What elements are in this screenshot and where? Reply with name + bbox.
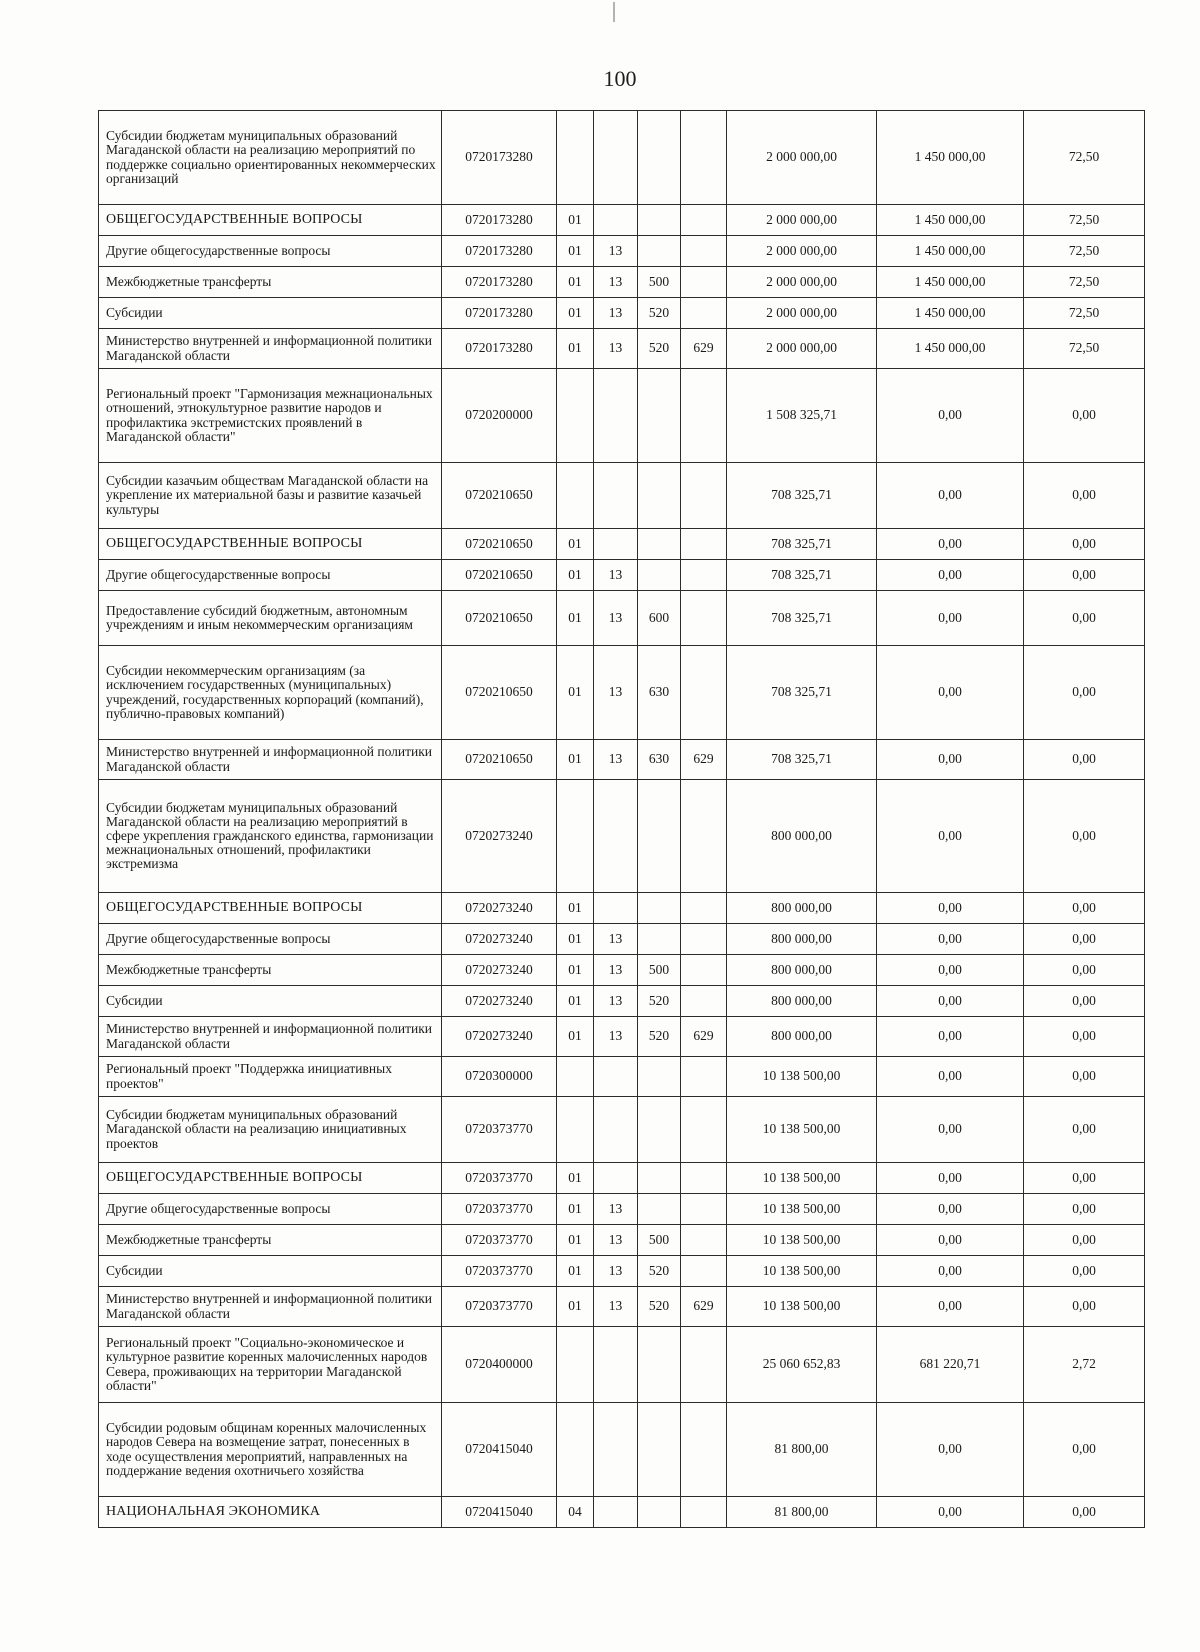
row-expense-type	[638, 369, 681, 463]
row-name: Другие общегосударственные вопросы	[99, 236, 442, 267]
row-name: ОБЩЕГОСУДАРСТВЕННЫЕ ВОПРОСЫ	[99, 893, 442, 924]
row-code: 0720273240	[442, 780, 557, 893]
row-percent: 0,00	[1024, 740, 1145, 780]
row-ministry	[681, 267, 727, 298]
row-subsection: 13	[594, 329, 638, 369]
row-expense-type: 520	[638, 1256, 681, 1287]
row-actual-amount: 0,00	[877, 1225, 1024, 1256]
row-section	[557, 463, 594, 529]
row-name: Субсидии	[99, 1256, 442, 1287]
row-name: Другие общегосударственные вопросы	[99, 1194, 442, 1225]
row-subsection: 13	[594, 1256, 638, 1287]
row-subsection: 13	[594, 1225, 638, 1256]
row-code: 0720173280	[442, 236, 557, 267]
row-section: 01	[557, 298, 594, 329]
row-planned-amount: 800 000,00	[727, 893, 877, 924]
row-expense-type	[638, 1194, 681, 1225]
row-actual-amount: 1 450 000,00	[877, 236, 1024, 267]
row-ministry	[681, 236, 727, 267]
row-section: 01	[557, 986, 594, 1017]
row-planned-amount: 708 325,71	[727, 529, 877, 560]
row-section: 01	[557, 646, 594, 740]
row-actual-amount: 0,00	[877, 893, 1024, 924]
row-ministry	[681, 529, 727, 560]
table-row	[99, 1225, 1145, 1256]
row-subsection: 13	[594, 955, 638, 986]
row-ministry	[681, 780, 727, 893]
row-planned-amount: 2 000 000,00	[727, 205, 877, 236]
row-code: 0720373770	[442, 1097, 557, 1163]
row-ministry	[681, 955, 727, 986]
row-name: Министерство внутренней и информационной политики Магаданской области	[99, 1287, 442, 1327]
row-subsection	[594, 1163, 638, 1194]
row-subsection	[594, 111, 638, 205]
row-actual-amount: 0,00	[877, 1017, 1024, 1057]
row-percent: 0,00	[1024, 955, 1145, 986]
row-expense-type	[638, 236, 681, 267]
row-expense-type	[638, 893, 681, 924]
row-ministry	[681, 591, 727, 646]
row-section	[557, 1327, 594, 1403]
row-name: Министерство внутренней и информационной политики Магаданской области	[99, 1017, 442, 1057]
table-row	[99, 1163, 1145, 1194]
row-name: Межбюджетные трансферты	[99, 1225, 442, 1256]
row-planned-amount: 81 800,00	[727, 1497, 877, 1528]
row-subsection: 13	[594, 1017, 638, 1057]
row-section: 01	[557, 329, 594, 369]
row-percent: 72,50	[1024, 267, 1145, 298]
table-row	[99, 369, 1145, 463]
row-name: Министерство внутренней и информационной политики Магаданской области	[99, 740, 442, 780]
row-section	[557, 369, 594, 463]
row-subsection: 13	[594, 1287, 638, 1327]
row-planned-amount: 10 138 500,00	[727, 1225, 877, 1256]
table-row	[99, 560, 1145, 591]
row-expense-type	[638, 463, 681, 529]
row-planned-amount: 800 000,00	[727, 780, 877, 893]
row-expense-type: 520	[638, 1017, 681, 1057]
row-subsection	[594, 369, 638, 463]
row-planned-amount: 10 138 500,00	[727, 1057, 877, 1097]
row-ministry: 629	[681, 1017, 727, 1057]
row-section: 01	[557, 560, 594, 591]
row-code: 0720173280	[442, 267, 557, 298]
row-planned-amount: 2 000 000,00	[727, 298, 877, 329]
row-name: НАЦИОНАЛЬНАЯ ЭКОНОМИКА	[99, 1497, 442, 1528]
row-planned-amount: 1 508 325,71	[727, 369, 877, 463]
row-subsection: 13	[594, 1194, 638, 1225]
row-code: 0720210650	[442, 463, 557, 529]
row-subsection: 13	[594, 267, 638, 298]
row-name: Министерство внутренней и информационной политики Магаданской области	[99, 329, 442, 369]
row-planned-amount: 2 000 000,00	[727, 267, 877, 298]
row-section: 01	[557, 267, 594, 298]
table-row	[99, 1057, 1145, 1097]
row-subsection	[594, 893, 638, 924]
row-planned-amount: 10 138 500,00	[727, 1256, 877, 1287]
row-section: 01	[557, 236, 594, 267]
row-expense-type	[638, 560, 681, 591]
row-expense-type	[638, 1163, 681, 1194]
row-percent: 72,50	[1024, 329, 1145, 369]
row-planned-amount: 25 060 652,83	[727, 1327, 877, 1403]
row-subsection	[594, 1057, 638, 1097]
table-row	[99, 924, 1145, 955]
row-actual-amount: 0,00	[877, 1497, 1024, 1528]
row-percent: 0,00	[1024, 924, 1145, 955]
table-row	[99, 529, 1145, 560]
row-name: Субсидии бюджетам муниципальных образований Магаданской области на реализацию инициативных проектов	[99, 1097, 442, 1163]
row-expense-type	[638, 780, 681, 893]
row-code: 0720273240	[442, 1017, 557, 1057]
table-row	[99, 1403, 1145, 1497]
row-expense-type: 500	[638, 267, 681, 298]
row-percent: 0,00	[1024, 591, 1145, 646]
row-expense-type	[638, 529, 681, 560]
row-subsection	[594, 205, 638, 236]
row-ministry	[681, 1403, 727, 1497]
row-ministry	[681, 298, 727, 329]
row-subsection: 13	[594, 740, 638, 780]
row-planned-amount: 81 800,00	[727, 1403, 877, 1497]
row-name: Межбюджетные трансферты	[99, 267, 442, 298]
row-code: 0720173280	[442, 205, 557, 236]
row-code: 0720415040	[442, 1497, 557, 1528]
row-subsection	[594, 1403, 638, 1497]
row-subsection: 13	[594, 646, 638, 740]
row-name: ОБЩЕГОСУДАРСТВЕННЫЕ ВОПРОСЫ	[99, 1163, 442, 1194]
row-planned-amount: 2 000 000,00	[727, 329, 877, 369]
row-expense-type	[638, 1327, 681, 1403]
row-planned-amount: 800 000,00	[727, 924, 877, 955]
table-row	[99, 298, 1145, 329]
row-section	[557, 1403, 594, 1497]
row-section: 01	[557, 591, 594, 646]
row-code: 0720210650	[442, 740, 557, 780]
row-code: 0720273240	[442, 955, 557, 986]
table-row	[99, 1097, 1145, 1163]
table-row	[99, 463, 1145, 529]
row-percent: 0,00	[1024, 893, 1145, 924]
row-name: ОБЩЕГОСУДАРСТВЕННЫЕ ВОПРОСЫ	[99, 205, 442, 236]
row-percent: 0,00	[1024, 986, 1145, 1017]
row-expense-type: 600	[638, 591, 681, 646]
table-row	[99, 780, 1145, 893]
row-section: 01	[557, 1287, 594, 1327]
row-ministry	[681, 1057, 727, 1097]
row-subsection	[594, 1497, 638, 1528]
row-subsection	[594, 1097, 638, 1163]
row-actual-amount: 0,00	[877, 463, 1024, 529]
row-percent: 0,00	[1024, 529, 1145, 560]
row-name: Субсидии	[99, 986, 442, 1017]
row-ministry	[681, 1097, 727, 1163]
row-actual-amount: 0,00	[877, 955, 1024, 986]
row-name: ОБЩЕГОСУДАРСТВЕННЫЕ ВОПРОСЫ	[99, 529, 442, 560]
row-subsection: 13	[594, 986, 638, 1017]
row-code: 0720173280	[442, 111, 557, 205]
row-actual-amount: 0,00	[877, 529, 1024, 560]
table-row	[99, 1194, 1145, 1225]
row-name: Межбюджетные трансферты	[99, 955, 442, 986]
row-percent: 0,00	[1024, 1097, 1145, 1163]
row-ministry	[681, 1327, 727, 1403]
row-expense-type	[638, 111, 681, 205]
row-code: 0720373770	[442, 1287, 557, 1327]
row-ministry: 629	[681, 1287, 727, 1327]
row-actual-amount: 0,00	[877, 780, 1024, 893]
row-expense-type: 520	[638, 298, 681, 329]
row-code: 0720210650	[442, 529, 557, 560]
row-code: 0720210650	[442, 560, 557, 591]
row-actual-amount: 0,00	[877, 591, 1024, 646]
row-section: 01	[557, 955, 594, 986]
row-expense-type	[638, 1057, 681, 1097]
row-expense-type: 630	[638, 646, 681, 740]
row-section	[557, 1097, 594, 1163]
row-expense-type	[638, 924, 681, 955]
row-ministry	[681, 893, 727, 924]
row-name: Субсидии некоммерческим организациям (за исключением государственных (муниципальных) учреждений, государственных корпораций (компаний), публично-правовых компаний)	[99, 646, 442, 740]
row-actual-amount: 0,00	[877, 1194, 1024, 1225]
table-row	[99, 1256, 1145, 1287]
row-ministry	[681, 924, 727, 955]
row-section: 01	[557, 1194, 594, 1225]
row-ministry: 629	[681, 740, 727, 780]
table-row	[99, 205, 1145, 236]
row-subsection: 13	[594, 560, 638, 591]
row-actual-amount: 0,00	[877, 1057, 1024, 1097]
row-expense-type: 520	[638, 986, 681, 1017]
row-name: Субсидии родовым общинам коренных малочисленных народов Севера на возмещение затрат, понесенных в ходе осуществления мероприятий, направленных на поддержание ведения охотничьего хозяйства	[99, 1403, 442, 1497]
table-row	[99, 740, 1145, 780]
row-name: Субсидии казачьим обществам Магаданской области на укрепление их материальной базы и развитие казачьей культуры	[99, 463, 442, 529]
row-actual-amount: 1 450 000,00	[877, 298, 1024, 329]
row-section: 01	[557, 924, 594, 955]
table-row	[99, 329, 1145, 369]
row-subsection: 13	[594, 236, 638, 267]
row-percent: 0,00	[1024, 1256, 1145, 1287]
row-expense-type	[638, 1497, 681, 1528]
row-percent: 0,00	[1024, 646, 1145, 740]
table-row	[99, 591, 1145, 646]
row-name: Субсидии бюджетам муниципальных образований Магаданской области на реализацию мероприятий по поддержке социально ориентированных некоммерческих организаций	[99, 111, 442, 205]
row-name: Предоставление субсидий бюджетным, автономным учреждениям и иным некоммерческим организациям	[99, 591, 442, 646]
row-section	[557, 1057, 594, 1097]
row-subsection	[594, 529, 638, 560]
table-row	[99, 955, 1145, 986]
row-ministry	[681, 986, 727, 1017]
row-percent: 72,50	[1024, 111, 1145, 205]
row-code: 0720273240	[442, 924, 557, 955]
row-actual-amount: 681 220,71	[877, 1327, 1024, 1403]
row-percent: 0,00	[1024, 1194, 1145, 1225]
page-number: 100	[603, 66, 637, 91]
row-ministry	[681, 1256, 727, 1287]
row-code: 0720300000	[442, 1057, 557, 1097]
row-subsection: 13	[594, 591, 638, 646]
row-percent: 0,00	[1024, 1163, 1145, 1194]
row-expense-type: 500	[638, 955, 681, 986]
row-planned-amount: 10 138 500,00	[727, 1163, 877, 1194]
table-row	[99, 1497, 1145, 1528]
row-actual-amount: 0,00	[877, 646, 1024, 740]
row-section: 01	[557, 205, 594, 236]
row-code: 0720210650	[442, 591, 557, 646]
row-code: 0720210650	[442, 646, 557, 740]
row-section: 04	[557, 1497, 594, 1528]
row-name: Региональный проект "Гармонизация межнациональных отношений, этнокультурное развитие народов и профилактика экстремистских проявлений в Магаданской области"	[99, 369, 442, 463]
table-row	[99, 1327, 1145, 1403]
row-name: Другие общегосударственные вопросы	[99, 560, 442, 591]
row-percent: 0,00	[1024, 369, 1145, 463]
row-name: Другие общегосударственные вопросы	[99, 924, 442, 955]
row-actual-amount: 0,00	[877, 1256, 1024, 1287]
row-ministry	[681, 205, 727, 236]
row-planned-amount: 800 000,00	[727, 986, 877, 1017]
row-code: 0720373770	[442, 1225, 557, 1256]
row-actual-amount: 0,00	[877, 986, 1024, 1017]
row-actual-amount: 0,00	[877, 1097, 1024, 1163]
row-expense-type	[638, 205, 681, 236]
row-section	[557, 111, 594, 205]
row-ministry	[681, 1194, 727, 1225]
row-section: 01	[557, 740, 594, 780]
row-planned-amount: 10 138 500,00	[727, 1097, 877, 1163]
row-expense-type: 520	[638, 329, 681, 369]
table-body	[99, 111, 1145, 1528]
row-section: 01	[557, 1163, 594, 1194]
row-actual-amount: 1 450 000,00	[877, 267, 1024, 298]
budget-table	[98, 110, 1145, 1528]
row-expense-type: 630	[638, 740, 681, 780]
row-name: Субсидии бюджетам муниципальных образований Магаданской области на реализацию мероприятий в сфере укрепления гражданского единства, гармонизации межнациональных отношений, профилактики экстремизма	[99, 780, 442, 893]
table-row	[99, 1287, 1145, 1327]
row-planned-amount: 10 138 500,00	[727, 1194, 877, 1225]
row-percent: 0,00	[1024, 1287, 1145, 1327]
row-ministry: 629	[681, 329, 727, 369]
row-actual-amount: 1 450 000,00	[877, 111, 1024, 205]
row-actual-amount: 1 450 000,00	[877, 329, 1024, 369]
row-subsection	[594, 1327, 638, 1403]
row-actual-amount: 0,00	[877, 1163, 1024, 1194]
row-code: 0720373770	[442, 1256, 557, 1287]
row-subsection	[594, 463, 638, 529]
row-expense-type: 520	[638, 1287, 681, 1327]
row-actual-amount: 0,00	[877, 740, 1024, 780]
row-planned-amount: 800 000,00	[727, 955, 877, 986]
row-subsection: 13	[594, 298, 638, 329]
row-section: 01	[557, 1256, 594, 1287]
table-row	[99, 893, 1145, 924]
row-actual-amount: 0,00	[877, 924, 1024, 955]
row-ministry	[681, 1497, 727, 1528]
row-planned-amount: 708 325,71	[727, 740, 877, 780]
row-actual-amount: 1 450 000,00	[877, 205, 1024, 236]
row-name: Субсидии	[99, 298, 442, 329]
row-ministry	[681, 646, 727, 740]
row-planned-amount: 2 000 000,00	[727, 111, 877, 205]
row-percent: 0,00	[1024, 1497, 1145, 1528]
row-subsection	[594, 780, 638, 893]
row-ministry	[681, 463, 727, 529]
row-ministry	[681, 1225, 727, 1256]
table-row	[99, 236, 1145, 267]
row-section	[557, 780, 594, 893]
row-percent: 72,50	[1024, 205, 1145, 236]
row-percent: 0,00	[1024, 780, 1145, 893]
table-row	[99, 646, 1145, 740]
row-planned-amount: 708 325,71	[727, 591, 877, 646]
row-planned-amount: 10 138 500,00	[727, 1287, 877, 1327]
table-row	[99, 111, 1145, 205]
row-code: 0720415040	[442, 1403, 557, 1497]
row-code: 0720273240	[442, 986, 557, 1017]
table-row	[99, 1017, 1145, 1057]
row-name: Региональный проект "Поддержка инициативных проектов"	[99, 1057, 442, 1097]
row-percent: 72,50	[1024, 298, 1145, 329]
row-expense-type	[638, 1403, 681, 1497]
table-row	[99, 267, 1145, 298]
row-percent: 72,50	[1024, 236, 1145, 267]
row-expense-type: 500	[638, 1225, 681, 1256]
row-planned-amount: 708 325,71	[727, 463, 877, 529]
row-actual-amount: 0,00	[877, 1403, 1024, 1497]
row-section: 01	[557, 1225, 594, 1256]
row-section: 01	[557, 529, 594, 560]
row-code: 0720373770	[442, 1163, 557, 1194]
row-planned-amount: 800 000,00	[727, 1017, 877, 1057]
row-code: 0720173280	[442, 329, 557, 369]
row-percent: 0,00	[1024, 1017, 1145, 1057]
row-percent: 0,00	[1024, 560, 1145, 591]
row-section: 01	[557, 893, 594, 924]
row-ministry	[681, 560, 727, 591]
row-percent: 0,00	[1024, 1225, 1145, 1256]
row-actual-amount: 0,00	[877, 560, 1024, 591]
row-code: 0720273240	[442, 893, 557, 924]
row-actual-amount: 0,00	[877, 369, 1024, 463]
row-percent: 0,00	[1024, 1403, 1145, 1497]
row-ministry	[681, 1163, 727, 1194]
scan-artifact-top	[613, 2, 615, 22]
row-code: 0720200000	[442, 369, 557, 463]
table-row	[99, 986, 1145, 1017]
row-code: 0720173280	[442, 298, 557, 329]
row-ministry	[681, 369, 727, 463]
row-subsection: 13	[594, 924, 638, 955]
row-planned-amount: 708 325,71	[727, 560, 877, 591]
row-percent: 0,00	[1024, 1057, 1145, 1097]
row-planned-amount: 2 000 000,00	[727, 236, 877, 267]
row-planned-amount: 708 325,71	[727, 646, 877, 740]
row-ministry	[681, 111, 727, 205]
row-code: 0720373770	[442, 1194, 557, 1225]
row-name: Региональный проект "Социально-экономическое и культурное развитие коренных малочисленных народов Севера, проживающих на территории Магаданской области"	[99, 1327, 442, 1403]
row-percent: 0,00	[1024, 463, 1145, 529]
row-section: 01	[557, 1017, 594, 1057]
row-code: 0720400000	[442, 1327, 557, 1403]
row-expense-type	[638, 1097, 681, 1163]
row-actual-amount: 0,00	[877, 1287, 1024, 1327]
row-percent: 2,72	[1024, 1327, 1145, 1403]
